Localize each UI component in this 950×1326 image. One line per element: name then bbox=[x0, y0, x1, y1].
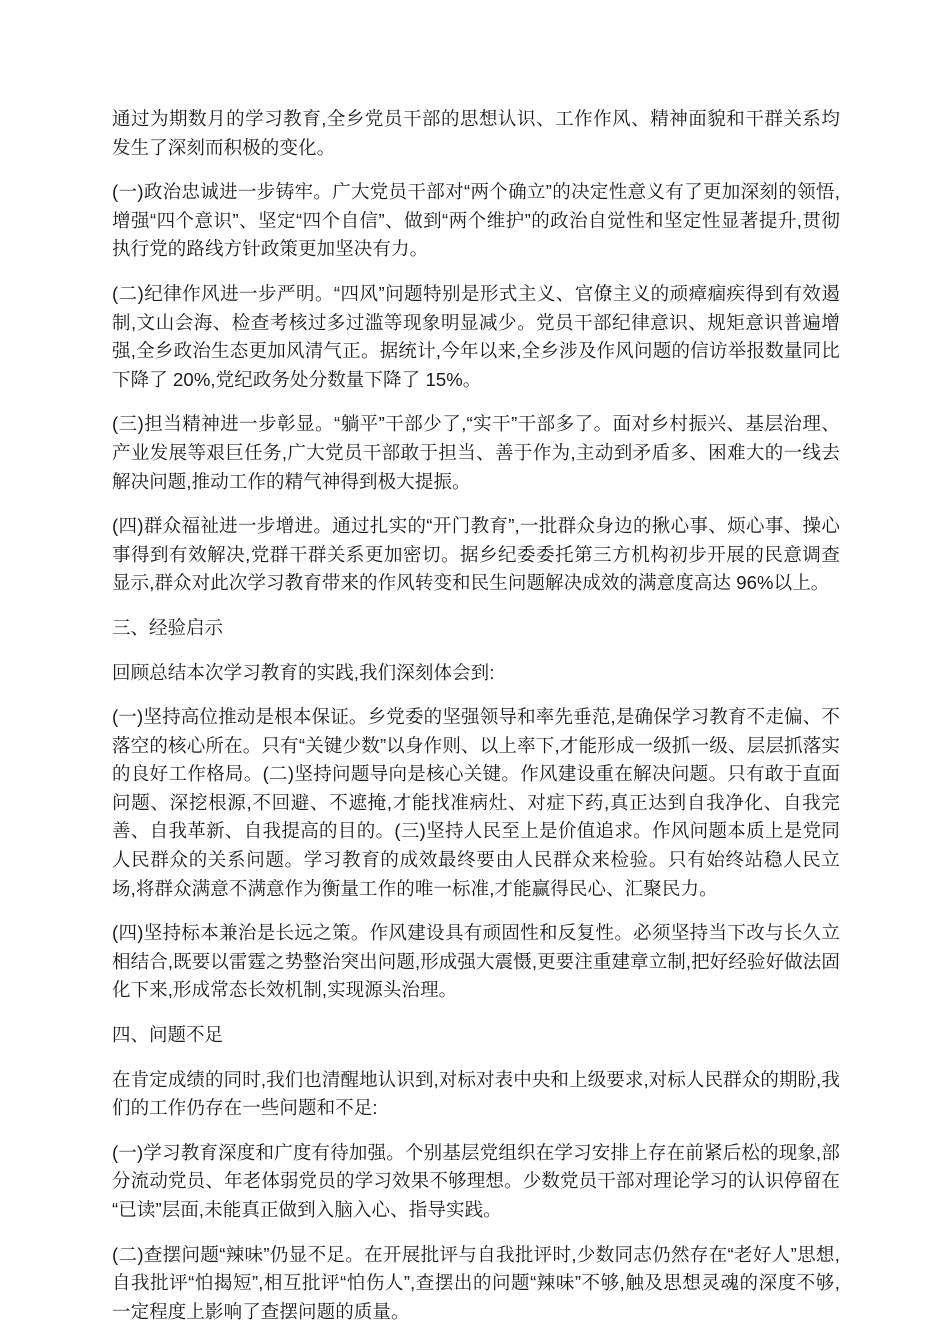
section3-item4-paragraph: (四)坚持标本兼治是长远之策。作风建设具有顽固性和反复性。必须坚持当下改与长久立相结合,既要以雷霆之势整治突出问题,形成强大震慑,更要注重建章立制,把好经验好做法固化下来,形成常态长效机制,实现源头治理。 bbox=[112, 922, 840, 1001]
section4-item2-paragraph: (二)查摆问题“辣味”仍显不足。在开展批评与自我批评时,少数同志仍然存在“老好人”思想,自我批评“怕揭短”,相互批评“怕伤人”,查摆出的问题“辣味”不够,触及思想灵魂的深度不够,一定程度上影响了查摆问题的质量。 bbox=[112, 1243, 840, 1322]
section2-item1-paragraph: (一)政治忠诚进一步铸牢。广大党员干部对“两个确立”的决定性意义有了更加深刻的领悟,增强“四个意识”、坚定“四个自信”、做到“两个维护”的政治自觉性和坚定性显著提升,贯彻执行党的路线方针政策更加坚决有力。 bbox=[112, 181, 840, 260]
document-text-body bbox=[112, 105, 840, 1326]
section2-item2-paragraph: (二)纪律作风进一步严明。“四风”问题特别是形式主义、官僚主义的顽瘴痼疾得到有效遏制,文山会海、检查考核过多过滥等现象明显减少。党员干部纪律意识、规矩意识普遍增强,全乡政治生态更加风清气正。据统计,今年以来,全乡涉及作风问题的信访举报数量同比下降了 20%,党纪政务处分数量下降了 15%。 bbox=[112, 282, 840, 390]
section4-lead-paragraph: 在肯定成绩的同时,我们也清醒地认识到,对标对表中央和上级要求,对标人民群众的期盼,我们的工作仍存在一些问题和不足: bbox=[112, 1068, 840, 1119]
section2-item3-paragraph: (三)担当精神进一步彰显。“躺平”干部少了,“实干”干部多了。面对乡村振兴、基层治理、产业发展等艰巨任务,广大党员干部敢于担当、善于作为,主动到矛盾多、困难大的一线去解决问题,推动工作的精气神得到极大提振。 bbox=[112, 413, 840, 492]
section3-heading: 三、经验启示 bbox=[112, 616, 224, 638]
intro-paragraph: 通过为期数月的学习教育,全乡党员干部的思想认识、工作作风、精神面貌和干群关系均发生了深刻而积极的变化。 bbox=[112, 108, 840, 158]
section2-item4-paragraph: (四)群众福祉进一步增进。通过扎实的“开门教育”,一批群众身边的揪心事、烦心事、操心事得到有效解决,党群干群关系更加密切。据乡纪委委托第三方机构初步开展的民意调查显示,群众对此次学习教育带来的作风转变和民生问题解决成效的满意度高达 96%以上。 bbox=[112, 515, 840, 594]
section4-heading: 四、问题不足 bbox=[112, 1024, 224, 1046]
section3-lead-paragraph: 回顾总结本次学习教育的实践,我们深刻体会到: bbox=[112, 661, 495, 683]
section4-item1-paragraph: (一)学习教育深度和广度有待加强。个别基层党组织在学习安排上存在前紧后松的现象,部分流动党员、年老体弱党员的学习效果不够理想。少数党员干部对理论学习的认识停留在“已读”层面,未能真正做到入脑入心、指导实践。 bbox=[112, 1141, 840, 1220]
section3-items-123-paragraph: (一)坚持高位推动是根本保证。乡党委的坚强领导和率先垂范,是确保学习教育不走偏、不落空的核心所在。只有“关键少数”以身作则、以上率下,才能形成一级抓一级、层层抓落实的良好工作格局。(二)坚持问题导向是核心关键。作风建设重在解决问题。只有敢于直面问题、深挖根源,不回避、不遮掩,才能找准病灶、对症下药,真正达到自我净化、自我完善、自我革新、自我提高的目的。(三)坚持人民至上是价值追求。作风问题本质上是党同人民群众的关系问题。学习教育的成效最终要由人民群众来检验。只有始终站稳人民立场,将群众满意不满意作为衡量工作的唯一标准,才能赢得民心、汇聚民力。 bbox=[112, 706, 840, 899]
